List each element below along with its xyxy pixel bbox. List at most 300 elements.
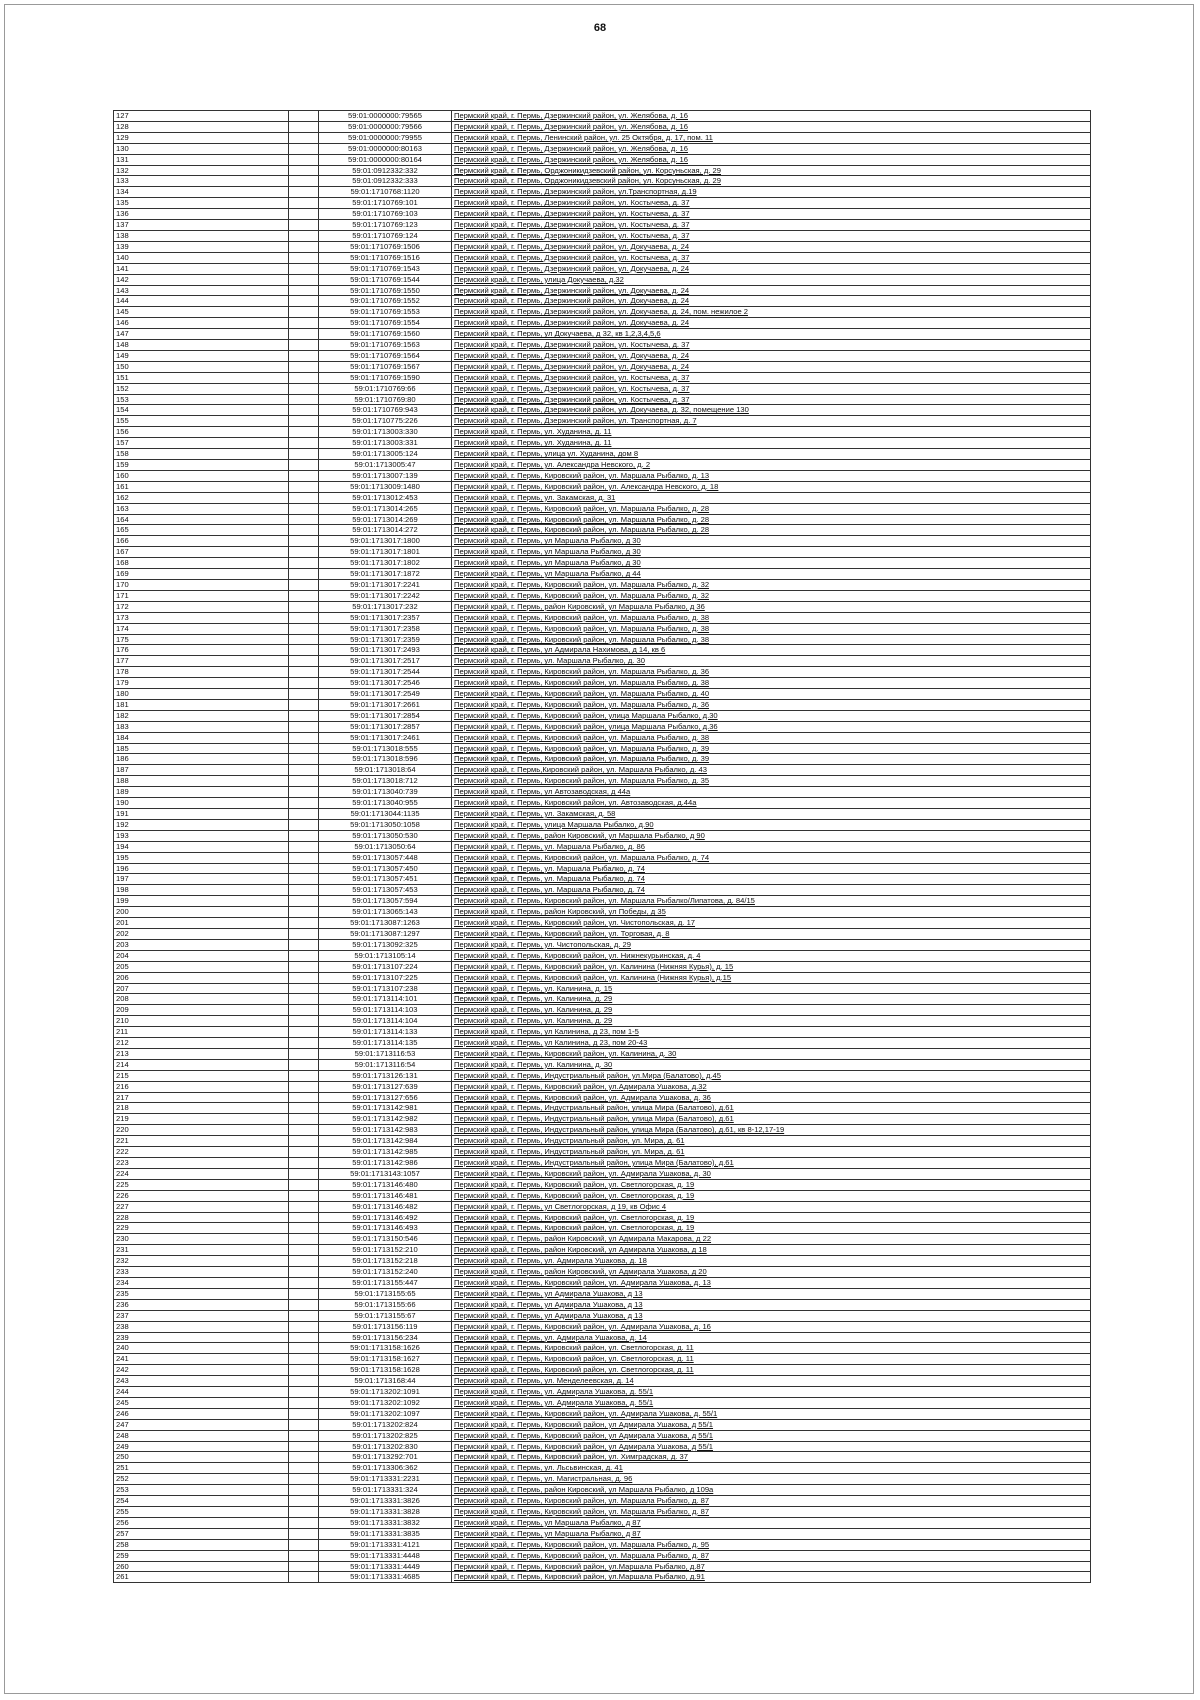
- row-number: 261: [114, 1572, 289, 1583]
- address: Пермский край, г. Пермь, Кировский район, ул. Светлогорская, д. 19: [452, 1212, 1091, 1223]
- row-number: 247: [114, 1419, 289, 1430]
- row-number: 173: [114, 612, 289, 623]
- row-number: 148: [114, 340, 289, 351]
- blank-cell: [289, 1441, 319, 1452]
- table-row: [114, 634, 1091, 645]
- table-row: [114, 121, 1091, 132]
- address: Пермский край, г. Пермь, ул Адмирала Ушакова, д 13: [452, 1310, 1091, 1321]
- cadastral-number: 59:01:1710769:1552: [319, 296, 452, 307]
- table-row: [114, 263, 1091, 274]
- table-row: [114, 1016, 1091, 1027]
- table-row: [114, 885, 1091, 896]
- cadastral-number: 59:01:1713155:67: [319, 1310, 452, 1321]
- blank-cell: [289, 754, 319, 765]
- blank-cell: [289, 416, 319, 427]
- table-row: [114, 1452, 1091, 1463]
- blank-cell: [289, 1310, 319, 1321]
- address: Пермский край, г. Пермь, ул. Калинина, д. 29: [452, 1016, 1091, 1027]
- blank-cell: [289, 994, 319, 1005]
- address: Пермский край, г. Пермь, Орджоникидзевский район, ул. Корсуньская, д. 29: [452, 176, 1091, 187]
- address: Пермский край, г. Пермь, ул Маршала Рыбалко, д 30: [452, 536, 1091, 547]
- registry-table-body: [114, 111, 1091, 1583]
- address: Пермский край, г. Пермь, Кировский район, ул. Нижнекурьинская, д. 4: [452, 950, 1091, 961]
- address: Пермский край, г. Пермь, Дзержинский район, ул. Докучаева, д. 24: [452, 241, 1091, 252]
- blank-cell: [289, 1288, 319, 1299]
- address: Пермский край, г. Пермь, ул. Магистральная, д. 96: [452, 1474, 1091, 1485]
- address: Пермский край, г. Пермь, Кировский район, ул. Маршала Рыбалко, д. 36: [452, 699, 1091, 710]
- address: Пермский край, г. Пермь, Кировский район, ул. Химградская, д. 37: [452, 1452, 1091, 1463]
- blank-cell: [289, 1539, 319, 1550]
- blank-cell: [289, 645, 319, 656]
- blank-cell: [289, 590, 319, 601]
- table-row: [114, 961, 1091, 972]
- cadastral-number: 59:01:0000000:80163: [319, 143, 452, 154]
- table-row: [114, 1092, 1091, 1103]
- cadastral-number: 59:01:1710769:124: [319, 230, 452, 241]
- cadastral-number: 59:01:1713146:482: [319, 1201, 452, 1212]
- cadastral-number: 59:01:1713040:955: [319, 798, 452, 809]
- address: Пермский край, г. Пермь, Дзержинский район, ул. Транспортная, д. 7: [452, 416, 1091, 427]
- blank-cell: [289, 830, 319, 841]
- row-number: 128: [114, 121, 289, 132]
- row-number: 168: [114, 558, 289, 569]
- table-row: [114, 285, 1091, 296]
- row-number: 147: [114, 329, 289, 340]
- row-number: 176: [114, 645, 289, 656]
- blank-cell: [289, 1517, 319, 1528]
- table-row: [114, 307, 1091, 318]
- row-number: 246: [114, 1408, 289, 1419]
- blank-cell: [289, 514, 319, 525]
- address: Пермский край, г. Пермь, Дзержинский район, ул. Костычева, д. 37: [452, 220, 1091, 231]
- cadastral-number: 59:01:1713107:224: [319, 961, 452, 972]
- address: Пермский край, г. Пермь, район Кировский, ул Маршала Рыбалко, д 36: [452, 601, 1091, 612]
- address: Пермский край, г. Пермь, Дзержинский район, ул. Докучаева, д. 24: [452, 296, 1091, 307]
- address: Пермский край, г. Пермь, Кировский район, ул. Адмирала Ушакова, д. 36: [452, 1092, 1091, 1103]
- row-number: 259: [114, 1550, 289, 1561]
- blank-cell: [289, 1419, 319, 1430]
- blank-cell: [289, 1147, 319, 1158]
- cadastral-number: 59:01:1713202:824: [319, 1419, 452, 1430]
- row-number: 235: [114, 1288, 289, 1299]
- address: Пермский край, г. Пермь, ул. Калинина, д. 30: [452, 1059, 1091, 1070]
- table-row: [114, 1507, 1091, 1518]
- cadastral-number: 59:01:1713331:3835: [319, 1528, 452, 1539]
- row-number: 157: [114, 438, 289, 449]
- blank-cell: [289, 1408, 319, 1419]
- blank-cell: [289, 1354, 319, 1365]
- table-row: [114, 1485, 1091, 1496]
- table-row: [114, 1277, 1091, 1288]
- blank-cell: [289, 1168, 319, 1179]
- table-row: [114, 918, 1091, 929]
- row-number: 225: [114, 1179, 289, 1190]
- address: Пермский край, г. Пермь, Дзержинский район, ул. Желябова, д. 16: [452, 143, 1091, 154]
- table-row: [114, 154, 1091, 165]
- row-number: 188: [114, 776, 289, 787]
- blank-cell: [289, 209, 319, 220]
- row-number: 198: [114, 885, 289, 896]
- blank-cell: [289, 1038, 319, 1049]
- cadastral-number: 59:01:1713202:1097: [319, 1408, 452, 1419]
- row-number: 154: [114, 405, 289, 416]
- row-number: 161: [114, 481, 289, 492]
- blank-cell: [289, 1550, 319, 1561]
- address: Пермский край, г. Пермь, Дзержинский район, ул. Желябова, д. 16: [452, 121, 1091, 132]
- blank-cell: [289, 1528, 319, 1539]
- cadastral-number: 59:01:1710769:1567: [319, 361, 452, 372]
- blank-cell: [289, 1070, 319, 1081]
- table-row: [114, 776, 1091, 787]
- table-row: [114, 547, 1091, 558]
- row-number: 203: [114, 939, 289, 950]
- blank-cell: [289, 1092, 319, 1103]
- cadastral-number: 59:01:1713127:656: [319, 1092, 452, 1103]
- row-number: 141: [114, 263, 289, 274]
- cadastral-number: 59:01:1713331:4121: [319, 1539, 452, 1550]
- table-row: [114, 209, 1091, 220]
- blank-cell: [289, 1190, 319, 1201]
- row-number: 170: [114, 579, 289, 590]
- cadastral-number: 59:01:1713018:712: [319, 776, 452, 787]
- blank-cell: [289, 1125, 319, 1136]
- row-number: 233: [114, 1267, 289, 1278]
- table-row: [114, 1496, 1091, 1507]
- table-row: [114, 1288, 1091, 1299]
- row-number: 172: [114, 601, 289, 612]
- cadastral-number: 59:01:1713018:596: [319, 754, 452, 765]
- blank-cell: [289, 252, 319, 263]
- cadastral-number: 59:01:0912332:333: [319, 176, 452, 187]
- address: Пермский край, г. Пермь, ул. Маршала Рыбалко, д. 30: [452, 656, 1091, 667]
- cadastral-number: 59:01:1713292:701: [319, 1452, 452, 1463]
- blank-cell: [289, 449, 319, 460]
- address: Пермский край, г. Пермь, Кировский район, ул Адмирала Ушакова, д 55/1: [452, 1430, 1091, 1441]
- row-number: 160: [114, 470, 289, 481]
- row-number: 251: [114, 1463, 289, 1474]
- cadastral-number: 59:01:1713116:53: [319, 1048, 452, 1059]
- row-number: 189: [114, 787, 289, 798]
- cadastral-number: 59:01:1713107:225: [319, 972, 452, 983]
- table-row: [114, 590, 1091, 601]
- address: Пермский край, г. Пермь, Кировский район, ул. Маршала Рыбалко, д. 39: [452, 754, 1091, 765]
- cadastral-number: 59:01:1713142:984: [319, 1136, 452, 1147]
- cadastral-number: 59:01:1713116:54: [319, 1059, 452, 1070]
- row-number: 254: [114, 1496, 289, 1507]
- cadastral-number: 59:01:1713158:1628: [319, 1365, 452, 1376]
- blank-cell: [289, 874, 319, 885]
- cadastral-number: 59:01:1713014:269: [319, 514, 452, 525]
- address: Пермский край, г. Пермь, район Кировский, ул Адмирала Ушакова, д 18: [452, 1245, 1091, 1256]
- row-number: 206: [114, 972, 289, 983]
- address: Пермский край, г. Пермь, Кировский район, улица Маршала Рыбалко, д.36: [452, 721, 1091, 732]
- blank-cell: [289, 776, 319, 787]
- address: Пермский край, г. Пермь, Дзержинский район, ул. Костычева, д. 37: [452, 394, 1091, 405]
- address: Пермский край, г. Пермь, Дзержинский район, ул. Костычева, д. 37: [452, 198, 1091, 209]
- cadastral-number: 59:01:1713065:143: [319, 907, 452, 918]
- address: Пермский край, г. Пермь, ул. Закамская, д. 58: [452, 809, 1091, 820]
- table-row: [114, 460, 1091, 471]
- cadastral-number: 59:01:1713331:324: [319, 1485, 452, 1496]
- blank-cell: [289, 1397, 319, 1408]
- table-row: [114, 132, 1091, 143]
- cadastral-number: 59:01:1713017:2661: [319, 699, 452, 710]
- row-number: 163: [114, 503, 289, 514]
- row-number: 186: [114, 754, 289, 765]
- address: Пермский край, г. Пермь, ул. Чистопольская, д. 29: [452, 939, 1091, 950]
- cadastral-number: 59:01:1713014:272: [319, 525, 452, 536]
- table-row: [114, 111, 1091, 122]
- address: Пермский край, г. Пермь, Ленинский район, ул. 25 Октября, д. 17, пом. 11: [452, 132, 1091, 143]
- row-number: 210: [114, 1016, 289, 1027]
- row-number: 223: [114, 1158, 289, 1169]
- cadastral-number: 59:01:1713017:1872: [319, 569, 452, 580]
- table-row: [114, 394, 1091, 405]
- table-row: [114, 274, 1091, 285]
- address: Пермский край, г. Пермь, Индустриальный район, улица Мира (Балатово), д.61, кв 8-12,17-19: [452, 1125, 1091, 1136]
- row-number: 127: [114, 111, 289, 122]
- table-row: [114, 1245, 1091, 1256]
- address: Пермский край, г. Пермь, ул. Маршала Рыбалко, д. 86: [452, 841, 1091, 852]
- row-number: 145: [114, 307, 289, 318]
- table-row: [114, 732, 1091, 743]
- row-number: 183: [114, 721, 289, 732]
- row-number: 165: [114, 525, 289, 536]
- row-number: 229: [114, 1223, 289, 1234]
- address: Пермский край, г. Пермь, Дзержинский район, ул. Костычева, д. 37: [452, 252, 1091, 263]
- cadastral-number: 59:01:1713331:3828: [319, 1507, 452, 1518]
- cadastral-number: 59:01:1713158:1627: [319, 1354, 452, 1365]
- table-row: [114, 372, 1091, 383]
- cadastral-number: 59:01:1713146:480: [319, 1179, 452, 1190]
- table-row: [114, 1103, 1091, 1114]
- address: Пермский край, г. Пермь, Дзержинский район, ул. Докучаева, д. 24: [452, 285, 1091, 296]
- table-row: [114, 754, 1091, 765]
- cadastral-number: 59:01:1710769:1544: [319, 274, 452, 285]
- row-number: 149: [114, 350, 289, 361]
- blank-cell: [289, 798, 319, 809]
- address: Пермский край, г. Пермь, Кировский район, ул. Адмирала Ушакова, д. 55/1: [452, 1408, 1091, 1419]
- cadastral-number: 59:01:1713050:64: [319, 841, 452, 852]
- row-number: 156: [114, 427, 289, 438]
- cadastral-number: 59:01:1710769:1590: [319, 372, 452, 383]
- address: Пермский край, г. Пермь, Дзержинский район, ул. Докучаева, д. 24: [452, 361, 1091, 372]
- cadastral-number: 59:01:1713156:119: [319, 1321, 452, 1332]
- address: Пермский край, г. Пермь, ул. Калинина, д. 29: [452, 994, 1091, 1005]
- table-row: [114, 1168, 1091, 1179]
- cadastral-number: 59:01:1713168:44: [319, 1376, 452, 1387]
- table-row: [114, 1332, 1091, 1343]
- page-number: 68: [593, 22, 607, 34]
- cadastral-number: 59:01:1713114:133: [319, 1027, 452, 1038]
- blank-cell: [289, 1474, 319, 1485]
- cadastral-number: 59:01:1713126:131: [319, 1070, 452, 1081]
- table-row: [114, 1223, 1091, 1234]
- address: Пермский край, г. Пермь, Дзержинский район, ул. Докучаева, д. 24: [452, 318, 1091, 329]
- row-number: 169: [114, 569, 289, 580]
- address: Пермский край, г. Пермь, Кировский район, ул.Маршала Рыбалко, д.87: [452, 1561, 1091, 1572]
- cadastral-number: 59:01:1710775:226: [319, 416, 452, 427]
- cadastral-number: 59:01:1713017:2357: [319, 612, 452, 623]
- row-number: 132: [114, 165, 289, 176]
- cadastral-number: 59:01:1713152:240: [319, 1267, 452, 1278]
- cadastral-number: 59:01:1713017:2242: [319, 590, 452, 601]
- address: Пермский край, г. Пермь, Кировский район, ул. Торговая, д. 8: [452, 928, 1091, 939]
- blank-cell: [289, 885, 319, 896]
- table-row: [114, 1179, 1091, 1190]
- cadastral-number: 59:01:1713107:238: [319, 983, 452, 994]
- address: Пермский край, г. Пермь, Кировский район, ул. Автозаводская, д.44а: [452, 798, 1091, 809]
- address: Пермский край, г. Пермь, ул Адмирала Ушакова, д 13: [452, 1288, 1091, 1299]
- address: Пермский край, г. Пермь, Кировский район, ул. Адмирала Ушакова, д. 13: [452, 1277, 1091, 1288]
- blank-cell: [289, 699, 319, 710]
- cadastral-number: 59:01:1713057:594: [319, 896, 452, 907]
- blank-cell: [289, 1376, 319, 1387]
- address: Пермский край, г. Пермь, Дзержинский район, ул. Костычева, д. 37: [452, 230, 1091, 241]
- address: Пермский край, г. Пермь, улица ул. Худанина, дом 8: [452, 449, 1091, 460]
- table-row: [114, 1190, 1091, 1201]
- blank-cell: [289, 1485, 319, 1496]
- table-row: [114, 1114, 1091, 1125]
- table-row: [114, 830, 1091, 841]
- address: Пермский край, г. Пермь, район Кировский, ул Маршала Рыбалко, д 90: [452, 830, 1091, 841]
- cadastral-number: 59:01:0912332:332: [319, 165, 452, 176]
- row-number: 217: [114, 1092, 289, 1103]
- address: Пермский край, г. Пермь, Дзержинский район, ул. Докучаева, д. 24: [452, 263, 1091, 274]
- cadastral-number: 59:01:1713155:66: [319, 1299, 452, 1310]
- cadastral-number: 59:01:1713017:2358: [319, 623, 452, 634]
- cadastral-number: 59:01:1710769:1563: [319, 340, 452, 351]
- row-number: 143: [114, 285, 289, 296]
- row-number: 232: [114, 1256, 289, 1267]
- row-number: 201: [114, 918, 289, 929]
- blank-cell: [289, 972, 319, 983]
- blank-cell: [289, 1321, 319, 1332]
- cadastral-number: 59:01:1713017:2461: [319, 732, 452, 743]
- address: Пермский край, г. Пермь, Орджоникидзевский район, ул. Корсуньская, д. 29: [452, 165, 1091, 176]
- table-row: [114, 198, 1091, 209]
- row-number: 249: [114, 1441, 289, 1452]
- blank-cell: [289, 809, 319, 820]
- blank-cell: [289, 678, 319, 689]
- blank-cell: [289, 405, 319, 416]
- address: Пермский край, г. Пермь, Кировский район, ул. Александра Невского, д. 18: [452, 481, 1091, 492]
- row-number: 252: [114, 1474, 289, 1485]
- address: Пермский край, г. Пермь, ул. Маршала Рыбалко, д. 74: [452, 863, 1091, 874]
- blank-cell: [289, 1452, 319, 1463]
- blank-cell: [289, 361, 319, 372]
- table-row: [114, 187, 1091, 198]
- blank-cell: [289, 1245, 319, 1256]
- cadastral-number: 59:01:1710769:80: [319, 394, 452, 405]
- blank-cell: [289, 1277, 319, 1288]
- blank-cell: [289, 863, 319, 874]
- cadastral-number: 59:01:1710769:1560: [319, 329, 452, 340]
- blank-cell: [289, 372, 319, 383]
- cadastral-number: 59:01:1713114:101: [319, 994, 452, 1005]
- address: Пермский край, г. Пермь, ул Маршала Рыбалко, д 30: [452, 547, 1091, 558]
- address: Пермский край, г. Пермь, Дзержинский район, ул.Транспортная, д.19: [452, 187, 1091, 198]
- cadastral-number: 59:01:1713331:4448: [319, 1550, 452, 1561]
- address: Пермский край, г. Пермь, ул. Калинина, д. 29: [452, 1005, 1091, 1016]
- cadastral-number: 59:01:1713114:135: [319, 1038, 452, 1049]
- address: Пермский край, г. Пермь, район Кировский, ул Адмирала Макарова, д 22: [452, 1234, 1091, 1245]
- table-row: [114, 1125, 1091, 1136]
- table-row: [114, 143, 1091, 154]
- address: Пермский край, г. Пермь, Кировский район, ул.Маршала Рыбалко, д.91: [452, 1572, 1091, 1583]
- address: Пермский край, г. Пермь, ул. Закамская, д. 31: [452, 492, 1091, 503]
- row-number: 139: [114, 241, 289, 252]
- row-number: 158: [114, 449, 289, 460]
- table-row: [114, 1059, 1091, 1070]
- table-row: [114, 514, 1091, 525]
- cadastral-number: 59:01:1710769:1543: [319, 263, 452, 274]
- address: Пермский край, г. Пермь, ул Калинина, д 23, пом 20-43: [452, 1038, 1091, 1049]
- table-row: [114, 416, 1091, 427]
- blank-cell: [289, 525, 319, 536]
- cadastral-number: 59:01:1713331:4685: [319, 1572, 452, 1583]
- row-number: 190: [114, 798, 289, 809]
- cadastral-number: 59:01:1713017:2549: [319, 689, 452, 700]
- row-number: 164: [114, 514, 289, 525]
- table-row: [114, 1201, 1091, 1212]
- cadastral-number: 59:01:1713017:232: [319, 601, 452, 612]
- address: Пермский край, г. Пермь, Кировский район, ул. Светлогорская, д. 11: [452, 1354, 1091, 1365]
- row-number: 219: [114, 1114, 289, 1125]
- address: Пермский край, г. Пермь, улица Маршала Рыбалко, д.90: [452, 819, 1091, 830]
- cadastral-number: 59:01:1713142:983: [319, 1125, 452, 1136]
- table-row: [114, 329, 1091, 340]
- blank-cell: [289, 667, 319, 678]
- cadastral-number: 59:01:1713003:330: [319, 427, 452, 438]
- address: Пермский край, г. Пермь, ул Автозаводская, д 44а: [452, 787, 1091, 798]
- address: Пермский край, г. Пермь, Индустриальный район, ул. Мира, д. 61: [452, 1147, 1091, 1158]
- blank-cell: [289, 307, 319, 318]
- blank-cell: [289, 1256, 319, 1267]
- address: Пермский край, г. Пермь, Кировский район, ул. Светлогорская, д. 19: [452, 1190, 1091, 1201]
- table-row: [114, 1343, 1091, 1354]
- blank-cell: [289, 1332, 319, 1343]
- table-row: [114, 1517, 1091, 1528]
- blank-cell: [289, 852, 319, 863]
- address: Пермский край, г. Пермь, Кировский район, улица Маршала Рыбалко, д.30: [452, 710, 1091, 721]
- table-row: [114, 721, 1091, 732]
- table-row: [114, 383, 1091, 394]
- row-number: 171: [114, 590, 289, 601]
- blank-cell: [289, 470, 319, 481]
- table-row: [114, 241, 1091, 252]
- table-row: [114, 667, 1091, 678]
- table-row: [114, 492, 1091, 503]
- row-number: 228: [114, 1212, 289, 1223]
- cadastral-number: 59:01:1710769:1553: [319, 307, 452, 318]
- blank-cell: [289, 350, 319, 361]
- row-number: 241: [114, 1354, 289, 1365]
- cadastral-number: 59:01:1713142:982: [319, 1114, 452, 1125]
- row-number: 167: [114, 547, 289, 558]
- row-number: 255: [114, 1507, 289, 1518]
- blank-cell: [289, 961, 319, 972]
- table-row: [114, 1147, 1091, 1158]
- row-number: 213: [114, 1048, 289, 1059]
- blank-cell: [289, 481, 319, 492]
- table-row: [114, 1365, 1091, 1376]
- address: Пермский край, г. Пермь, ул. Адмирала Ушакова, д. 18: [452, 1256, 1091, 1267]
- blank-cell: [289, 918, 319, 929]
- cadastral-number: 59:01:1710769:66: [319, 383, 452, 394]
- table-row: [114, 1528, 1091, 1539]
- table-row: [114, 558, 1091, 569]
